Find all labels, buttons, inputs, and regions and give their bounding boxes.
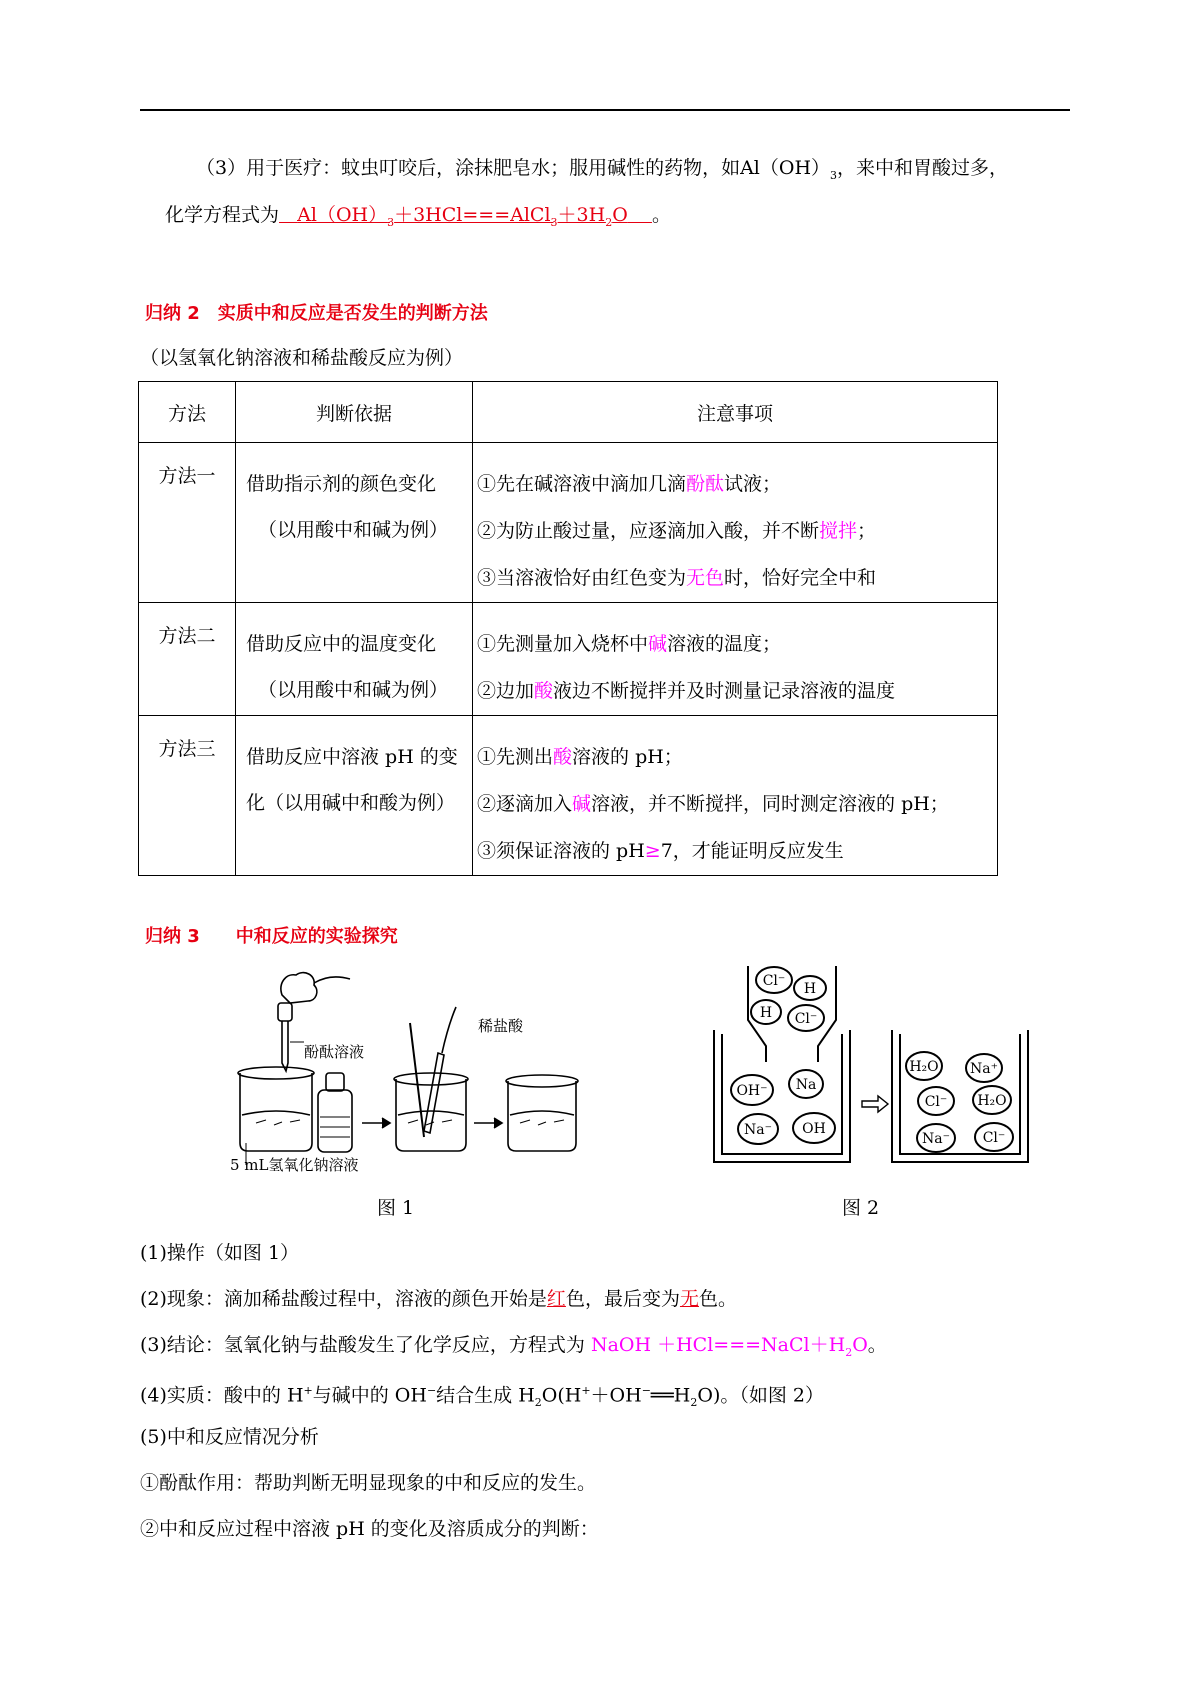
ion-label: OH⁻ [736,1083,768,1099]
method-cell: 方法三 [139,716,236,876]
ion-label: H₂O [977,1093,1007,1109]
equation-suffix: 。 [651,204,671,226]
hand-icon [281,973,317,1003]
step-phenomenon: (2)现象：滴加稀盐酸过程中，溶液的颜色开始是红色，最后变为无色。 [140,1288,737,1310]
ion-label: Cl⁻ [924,1094,948,1110]
dropper-bulb-icon [278,1003,292,1021]
section2-subtitle: （以氢氧化钠溶液和稀盐酸反应为例） [140,347,464,369]
left-beaker-icon [714,1030,850,1162]
equation-answer: $Al(OH)_3+3HCl===AlCl_3+3H_2O$ [297,204,628,229]
header-notes: 注意事项 [473,382,998,443]
header-rule [140,109,1070,111]
beaker1-icon [240,1073,312,1151]
label-dilute-hcl: 稀盐酸 [478,1017,524,1035]
ion-label: Na [795,1077,817,1093]
basis-cell: 借助反应中的温度变化 （以用酸中和碱为例） [236,603,473,716]
table-header-row [139,382,998,443]
ph-change-analysis: ②中和反应过程中溶液 pH 的变化及溶质成分的判断： [140,1518,599,1540]
judgment-method-table [138,381,998,876]
equation-prefix: 化学方程式为 [165,204,280,226]
ion-label: Cl⁻ [794,1011,818,1027]
right-beaker-icon [892,1030,1028,1162]
basis-cell: 借助反应中溶液 pH 的变 化（以用碱中和酸为例） [236,716,473,876]
reagent-bottle-icon [318,1090,352,1152]
ion-label: Na⁻ [744,1122,772,1138]
ion-label: Cl⁻ [982,1130,1006,1146]
method-cell: 方法一 [139,443,236,603]
reaction-arrow-icon [862,1096,888,1112]
ion-label: H₂O [909,1059,939,1075]
figure1-caption: 图 1 [377,1197,415,1219]
dropper-tube-icon [282,1021,288,1071]
table-row [139,716,998,876]
step-operation: (1)操作（如图 1） [140,1242,300,1264]
header-basis: 判断依据 [236,382,473,443]
acid-dropper-icon [424,1053,444,1133]
notes-cell: ①先在碱溶液中滴加几滴酚酞试液； ②为防止酸过量，应逐滴加入酸，并不断搅拌； ③当溶液恰好由红色变为无色时，恰好完全中和 [473,443,998,603]
notes-cell: ①先测量加入烧杯中碱溶液的温度； ②边加酸液边不断搅拌并及时测量记录溶液的温度 [473,603,998,716]
method-cell: 方法二 [139,603,236,716]
ion-label: H [803,981,817,997]
figure1-apparatus [220,965,590,1175]
beaker3-icon [508,1081,576,1151]
step-conclusion: (3)结论：氢氧化钠与盐酸发生了化学反应，方程式为 NaOH $+HCl===NaCl+H_2O$。 [140,1334,887,1359]
step-essence: (4)实质：酸中的 H+与碱中的 OH−结合生成 $H_2O(H^++OH^-══H_2O)$。（如图 2） [140,1384,824,1410]
medical-use-line [196,155,1008,189]
ion-label: H [759,1005,773,1021]
ion-label: Na⁻ [922,1131,950,1147]
table-row [139,603,998,716]
section3-heading: 归纳 3 中和反应的实验探究 [145,926,398,947]
figure2-caption: 图 2 [842,1197,880,1219]
section2-heading: 归纳 2 实质中和反应是否发生的判断方法 [145,303,488,324]
medical-use-text: （3）用于医疗：蚊虫叮咬后，涂抹肥皂水；服用碱性的药物，如Al（OH） [196,157,831,179]
notes-cell: ①先测出酸溶液的 pH； ②逐滴加入碱溶液，并不断搅拌，同时测定溶液的 pH； ③须保证溶液的 pH≥7，才能证明反应发生 [473,716,998,876]
step-analysis: (5)中和反应情况分析 [140,1426,319,1448]
label-naoh: 5 mL氢氧化钠溶液 [230,1156,359,1174]
table-row [139,443,998,603]
figure2-ion-diagram [710,962,1040,1172]
ion-label: Na⁺ [970,1061,998,1077]
label-phenolphthalein: 酚酞溶液 [304,1043,365,1061]
basis-cell: 借助指示剂的颜色变化 （以用酸中和碱为例） [236,443,473,603]
ion-label: Cl⁻ [762,973,786,989]
ion-label: OH [802,1121,826,1137]
phenolphthalein-role: ①酚酞作用：帮助判断无明显现象的中和反应的发生。 [140,1472,597,1494]
medical-use-tail: ，来中和胃酸过多， [837,157,1009,179]
header-method: 方法 [139,382,236,443]
medical-use-sub: 3 [830,168,838,182]
equation-line [165,202,671,236]
